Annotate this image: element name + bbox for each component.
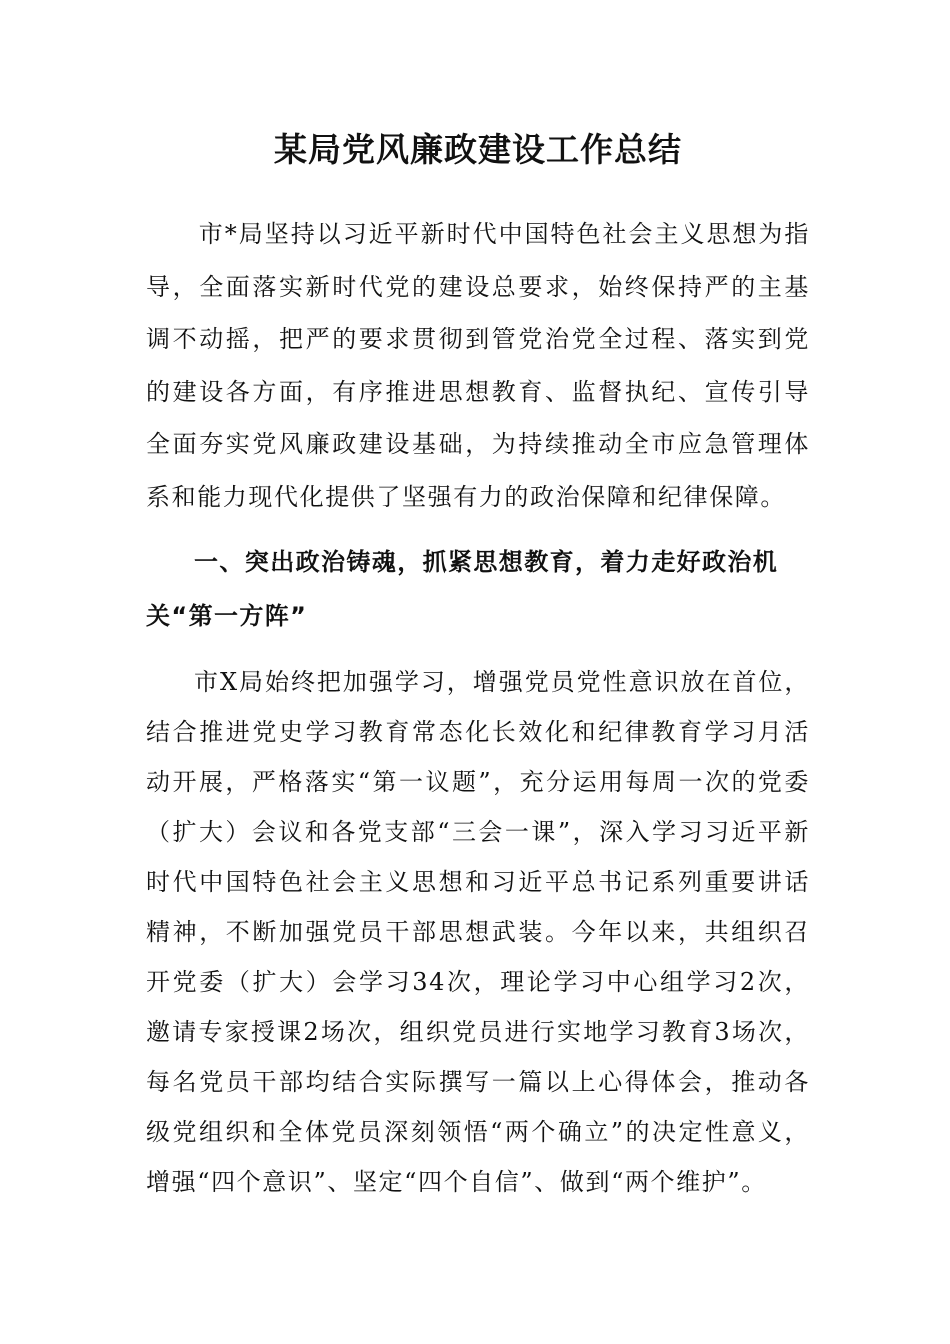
document-title: 某局党风廉政建设工作总结 [274, 130, 682, 169]
section-paragraph: 市X局始终把加强学习，增强党员党性意识放在首位，结合推进党史学习教育常态化长效化和纪律教育学习月活动开展，严格落实“第一议题”，充分运用每周一次的党委（扩大）会议和各党支部“三会一课”，深入学习习近平新时代中国特色社会主义思想和习近平总书记系列重要讲话精神，不断加强党员干部思想武装。今年以来，共组织召开党委（扩大）会学习34次，理论学习中心组学习2次，邀请专家授课2场次，组织党员进行实地学习教育3场次，每名党员干部均结合实际撰写一篇以上心得体会，推动各级党组织和全体党员深刻领悟“两个确立”的决定性意义，增强“四个意识”、坚定“四个自信”、做到“两个维护”。 [146, 668, 810, 1196]
section-heading: 一、突出政治铸魂，抓紧思想教育，着力走好政治机关“第一方阵” [146, 548, 779, 630]
intro-paragraph: 市*局坚持以习近平新时代中国特色社会主义思想为指导，全面落实新时代党的建设总要求，始终保持严的主基调不动摇，把严的要求贯彻到管党治党全过程、落实到党的建设各方面，有序推进思想教育、监督执纪、宣传引导全面夯实党风廉政建设基础，为持续推动全市应急管理体系和能力现代化提供了坚强有力的政治保障和纪律保障。 [146, 220, 810, 511]
